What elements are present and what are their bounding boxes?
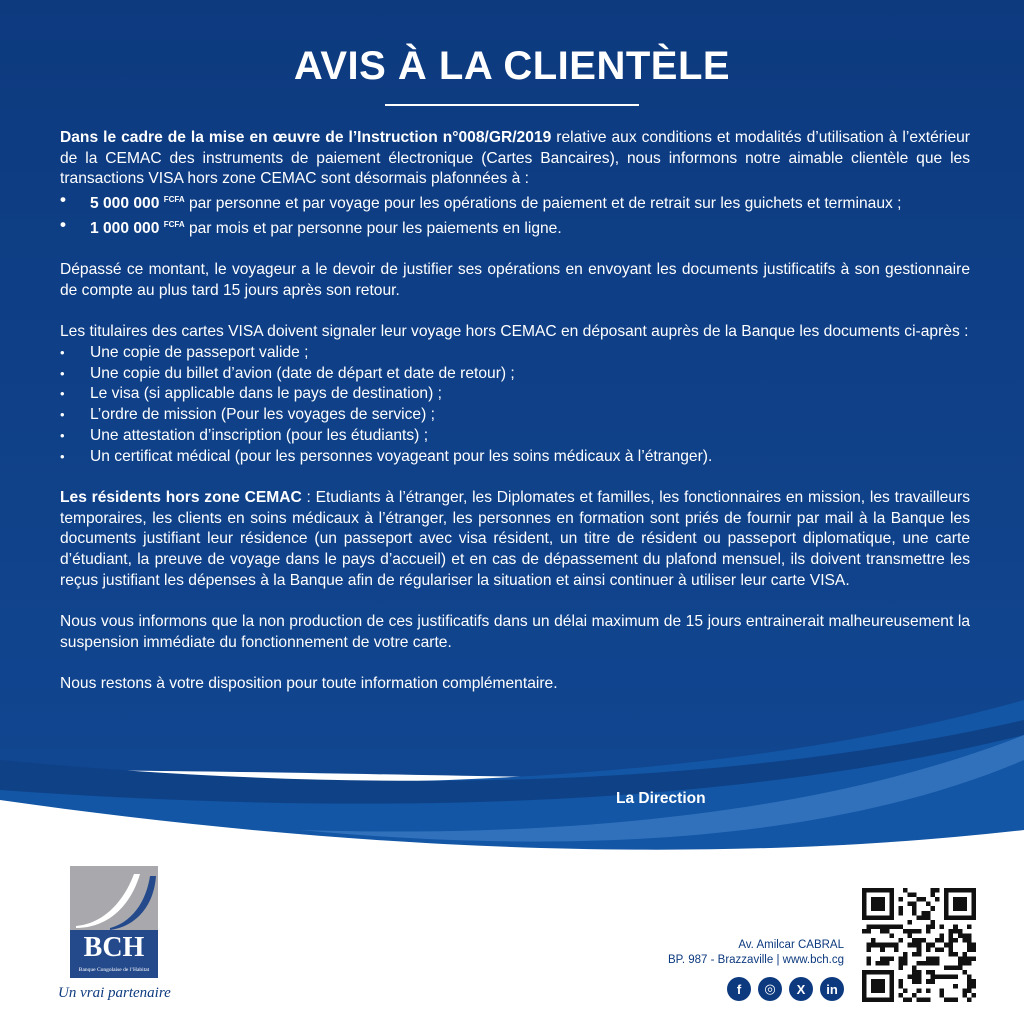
limit-item [60,190,970,215]
title-divider [385,104,639,106]
closing-paragraph: Nous restons à votre disposition pour toute information complémentaire. [60,675,558,693]
intro-lead: Dans le cadre de la mise en œuvre de l’Instruction n°008/GR/2019 [60,129,552,146]
exceed-paragraph: Dépassé ce montant, le voyageur a le devoir de justifier ses opérations en envoyant les documents justificatifs à son gestionnaire de compte au plus tard 15 jours après son retour. [60,261,970,299]
address [668,938,844,968]
notice-body [60,128,970,695]
limits-list [60,190,970,239]
logo-name: Banque Congolaise de l’Habitat [78,967,150,973]
document-item: • Une copie de passeport valide ; [60,343,970,364]
limit-text: par mois et par personne pour les paiements en ligne. [184,219,562,237]
limit-currency: FCFA [163,195,185,205]
tagline: Un vrai partenaire [58,985,171,1001]
limit-amount: 5 000 000 [90,195,160,213]
page-title: AVIS À LA CLIENTÈLE [293,44,731,88]
documents-intro: Les titulaires des cartes VISA doivent signaler leur voyage hors CEMAC en déposant auprès de la Banque les documents ci-après : [60,323,969,341]
intro-text: relative aux conditions et modalités d’utilisation à l’extérieur de la CEMAC des instruments de paiement électronique (Cartes Bancaires), nous informons notre aimable clientèle que les transactions VISA hors zone CEMAC sont désormais plafonnées à : [60,129,970,188]
limit-item [60,215,970,240]
warning-paragraph: Nous vous informons que la non production de ces justificatifs dans un délai maximum de 15 jours entrainerait malheureusement la suspension immédiate du fonctionnement de votre carte. [60,613,970,651]
document-item: • L’ordre de mission (Pour les voyages de service) ; [60,405,970,426]
address-line-contact: BP. 987 - Brazzaville | www.bch.cg [668,954,844,966]
residents-paragraph [60,488,970,592]
document-item: • Un certificat médical (pour les personnes voyageant pour les soins médicaux à l’étranger). [60,447,970,468]
limit-currency: FCFA [163,219,185,229]
intro-paragraph [60,128,970,190]
facebook-icon[interactable]: f [727,977,751,1001]
instagram-icon[interactable]: ◎ [758,977,782,1001]
qr-code[interactable] [862,888,976,1002]
limit-text: par personne et par voyage pour les opérations de paiement et de retrait sur les guichets et terminaux ; [184,195,902,213]
linkedin-icon[interactable]: in [820,977,844,1001]
social-links [727,977,844,1001]
document-item: • Une attestation d’inscription (pour les étudiants) ; [60,426,970,447]
bch-logo [70,866,158,978]
document-item: • Le visa (si applicable dans le pays de destination) ; [60,384,970,405]
limit-amount: 1 000 000 [90,219,160,237]
x-icon[interactable]: X [789,977,813,1001]
residents-text: : Etudiants à l’étranger, les Diplomates et familles, les fonctionnaires en mission, les travailleurs temporaires, les clients en soins médicaux à l’étranger, les personnes en formation sont priés de fournir par mail à la Banque les documents justifiant leur résidence (un passeport avec visa résident, un titre de résident ou passeport diplomatique, une carte d’étudiant, la preuve de voyage dans le pays d’accueil) et en cas de dépassement du plafond mensuel, ils doivent transmettre les reçus justifiant les dépenses à la Banque afin de régulariser la situation et ainsi continuer à utiliser leur carte VISA. [60,488,971,589]
residents-lead: Les résidents hors zone CEMAC [60,488,302,506]
logo-emblem [70,866,158,930]
address-line-street: Av. Amilcar CABRAL [738,939,844,951]
documents-list [60,343,970,467]
logo-abbr: BCH [83,932,145,963]
document-item: • Une copie du billet d’avion (date de départ et date de retour) ; [60,364,970,385]
signature: La Direction [616,790,706,807]
logo-swoosh-icon [70,866,158,930]
